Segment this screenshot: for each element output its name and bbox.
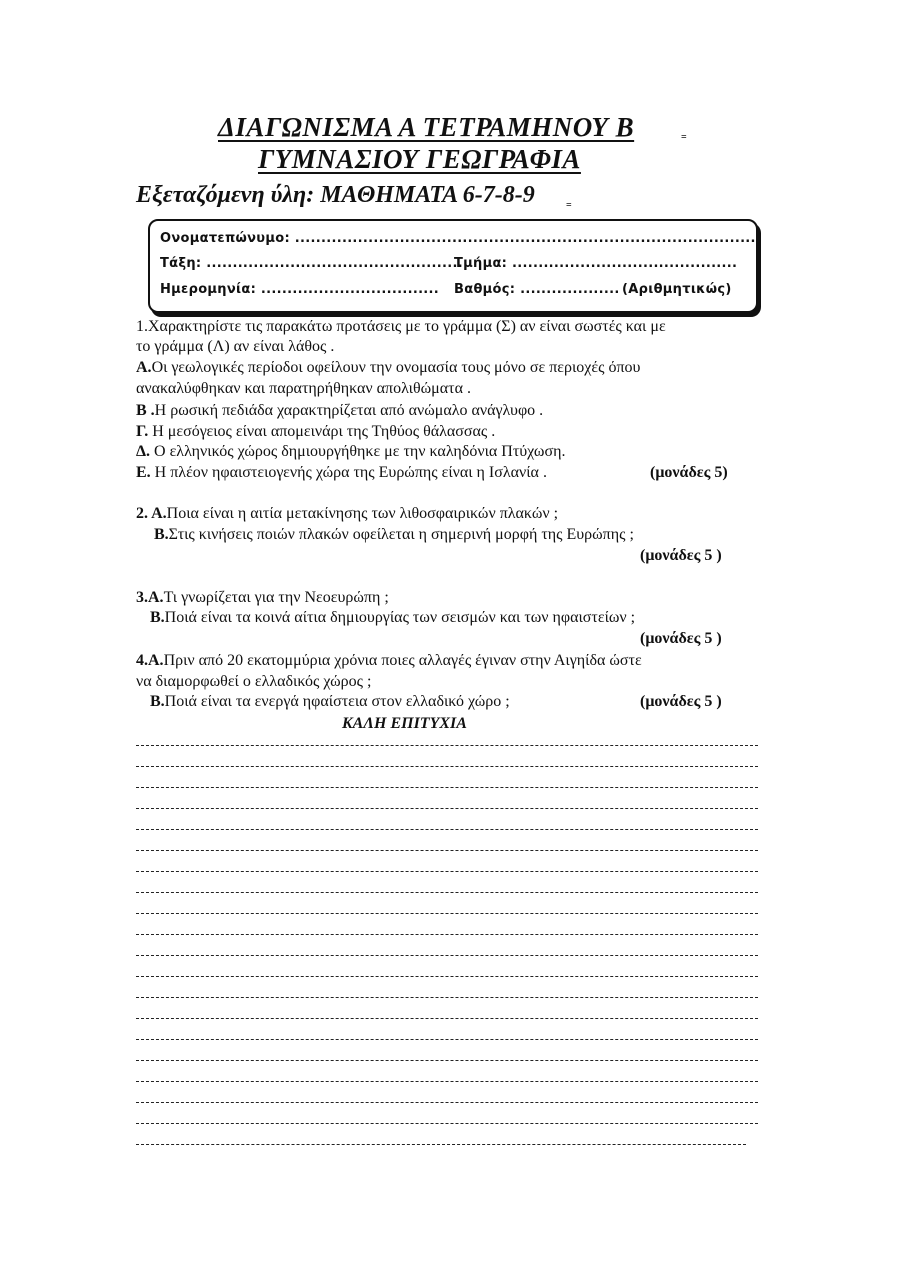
answer-line[interactable] — [136, 871, 758, 872]
answer-line[interactable] — [136, 955, 758, 956]
answer-line[interactable] — [136, 1060, 758, 1061]
title-line-2: ΓΥΜΝΑΣΙΟΥ ΓΕΩΓΡΑΦΙΑ — [258, 144, 581, 174]
answer-line[interactable] — [136, 934, 758, 935]
answer-line[interactable] — [136, 892, 758, 893]
answer-line[interactable] — [136, 808, 758, 809]
answer-line[interactable] — [136, 1144, 746, 1145]
title-line-1: ΔΙΑΓΩΝΙΣΜΑ Α ΤΕΤΡΑΜΗΝΟΥ Β — [218, 112, 635, 142]
answer-line[interactable] — [136, 1081, 758, 1082]
question-1e: Ε. Η πλέον ηφαιστειογενής χώρα της Ευρώπης είναι η Ισλανία . — [136, 464, 547, 481]
question-1a: Α.Οι γεωλογικές περίοδοι οφείλουν την ονομασία τους μόνο σε περιοχές όπου — [136, 359, 641, 376]
grade-field[interactable]: Βαθμός: ................... — [454, 282, 620, 297]
answer-line[interactable] — [136, 1018, 758, 1019]
answer-line[interactable] — [136, 1102, 758, 1103]
answer-line[interactable] — [136, 997, 758, 998]
answer-line[interactable] — [136, 1123, 758, 1124]
section-field[interactable]: Τμήμα: ........................................... — [454, 256, 738, 271]
question-4a-cont: να διαμορφωθεί ο ελλαδικός χώρος ; — [136, 673, 372, 690]
title-equals-mark: = — [681, 132, 687, 143]
answer-line[interactable] — [136, 745, 758, 746]
question-1-intro: 1.Χαρακτηρίστε τις παρακάτω προτάσεις με το γράμμα (Σ) αν είναι σωστές και με — [136, 318, 666, 335]
question-3a: 3.Α.Τι γνωρίζεται για την Νεοευρώπη ; — [136, 589, 389, 606]
question-2b: Β.Στις κινήσεις ποιών πλακών οφείλεται η σημερινή μορφή της Ευρώπης ; — [154, 526, 634, 543]
answer-line[interactable] — [136, 976, 758, 977]
question-1-intro-cont: το γράμμα (Λ) αν είναι λάθος . — [136, 338, 335, 355]
answer-line[interactable] — [136, 787, 758, 788]
question-2a: 2. Α.Ποια είναι η αιτία μετακίνησης των λιθοσφαιρικών πλακών ; — [136, 505, 559, 522]
grade-note: (Αριθμητικώς) — [622, 282, 732, 297]
answer-line[interactable] — [136, 913, 758, 914]
date-field[interactable]: Ημερομηνία: .................................. — [160, 282, 440, 297]
question-3b: Β.Ποιά είναι τα κοινά αίτια δημιουργίας των σεισμών και των ηφαιστείων ; — [150, 609, 636, 626]
class-field[interactable]: Τάξη: ................................................. — [160, 256, 463, 271]
name-field[interactable]: Ονοματεπώνυμο: ........................................................................................ — [160, 231, 756, 246]
question-1d: Δ. Ο ελληνικός χώρος δημιουργήθηκε με την καληδόνια Πτύχωση. — [136, 443, 566, 460]
question-3-marks: (μονάδες 5 ) — [640, 630, 722, 647]
question-1a-cont: ανακαλύφθηκαν και παρατηρήθηκαν απολιθώματα . — [136, 380, 471, 397]
answer-line[interactable] — [136, 766, 758, 767]
question-4a: 4.Α.Πριν από 20 εκατομμύρια χρόνια ποιες αλλαγές έγιναν στην Αιγηίδα ώστε — [136, 652, 642, 669]
question-4b: Β.Ποιά είναι τα ενεργά ηφαίστεια στον ελλαδικό χώρο ; — [150, 693, 510, 710]
answer-line[interactable] — [136, 829, 758, 830]
question-4-marks: (μονάδες 5 ) — [640, 693, 722, 710]
closing-wish: ΚΑΛΗ ΕΠΙΤΥΧΙΑ — [342, 715, 467, 732]
question-1b: Β .Η ρωσική πεδιάδα χαρακτηρίζεται από ανώμαλο ανάγλυφο . — [136, 402, 544, 419]
answer-line[interactable] — [136, 850, 758, 851]
question-1-marks: (μονάδες 5) — [650, 464, 728, 481]
question-2-marks: (μονάδες 5 ) — [640, 547, 722, 564]
subtitle: Εξεταζόμενη ύλη: ΜΑΘΗΜΑΤΑ 6-7-8-9 — [136, 182, 535, 208]
answer-line[interactable] — [136, 1039, 758, 1040]
subtitle-equals-mark: = — [566, 200, 572, 211]
question-1-number: 1 — [136, 318, 144, 335]
question-1c: Γ. Η μεσόγειος είναι απομεινάρι της Τηθύος θάλασσας . — [136, 423, 496, 440]
